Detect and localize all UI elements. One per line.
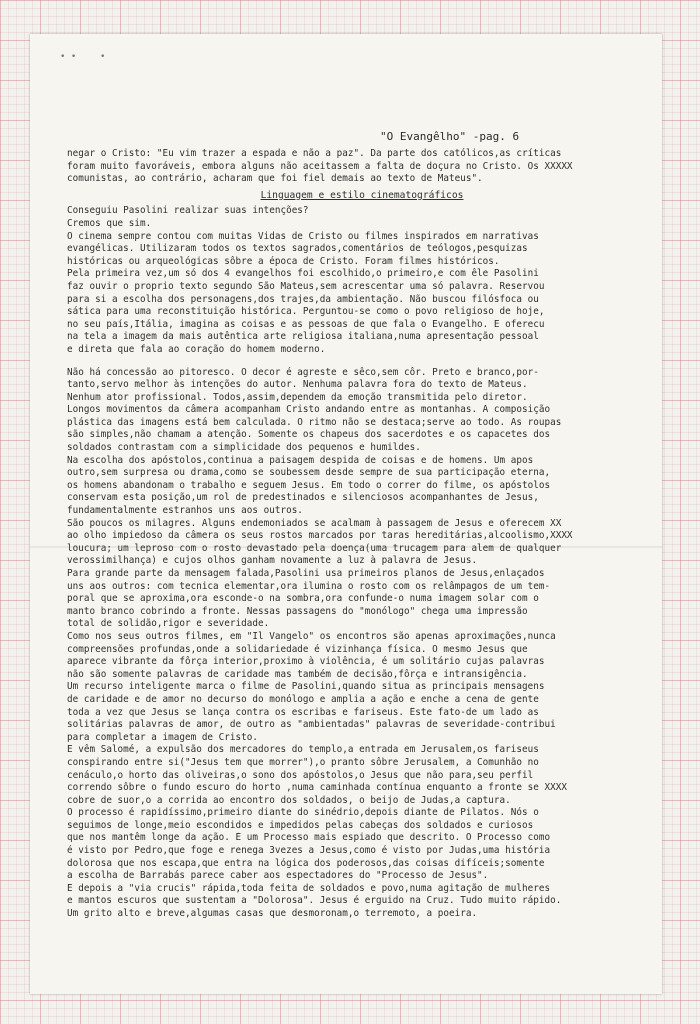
text-line: uns aos outros: com tecnica elementar,ora ilumina o rosto com os relâmpagos de um tem- <box>67 580 551 592</box>
text-line: cobre de suor,o a corrida ao encontro dos soldados, o beijo de Judas,a captura. <box>67 794 511 806</box>
text-line: Cremos que sim. <box>67 217 152 229</box>
text-line: para si a escolha dos personagens,dos trajes,da ambientação. Não buscou filósfoca ou <box>67 293 539 305</box>
text-line: soldados contrastam com a simplicidade dos pequenos e humildes. <box>67 442 421 454</box>
typewritten-page <box>30 34 662 994</box>
text-line: históricas ou arqueológicas sôbre a época de Cristo. Foram filmes históricos. <box>67 255 500 267</box>
text-line: toda a vez que Jesus se lança contra os escribas e fariseus. Êste fato-de um lado as <box>67 706 539 718</box>
text-line: Para grande parte da mensagem falada,Pasolini usa primeiros planos de Jesus,enlaçados <box>67 568 545 579</box>
text-line: ao olho impiedoso da câmera os seus rostos marcados por taras hereditárias,alcoolismo,XXXX <box>67 530 573 542</box>
text-line: aparece vibrante da fôrça interior,proximo à violência, é um solitário cujas palavras <box>67 656 545 668</box>
text-line: negar o Cristo: "Eu vim trazer a espada e não a paz". Da parte dos católicos,as críticas <box>67 148 562 159</box>
text-line: São poucos os milagres. Alguns endemoniados se acalmam à passagem de Jesus e oferecem XX <box>67 517 562 529</box>
text-line: O processo é rapidíssimo,primeiro diante do sinédrio,depois diante de Pilatos. Nós o <box>67 807 539 819</box>
punch-mark-left: • • <box>60 52 77 62</box>
text-line: Não há concessão ao pitoresco. O decor é agreste e sêco,sem côr. Preto e branco,por- <box>67 366 539 378</box>
text-line: Nenhum ator profissional. Todos,assim,dependem da emoção transmitida pelo diretor. <box>67 391 528 403</box>
punch-mark-right: • <box>100 52 106 62</box>
text-line: não são somente palavras de caridade mas também de decisão,fôrça e intransigência. <box>67 668 528 680</box>
paragraph-block-mid <box>67 205 657 356</box>
text-line: correndo sôbre o fundo escuro do horto ,numa caminhada contínua enquanto a fronte se XXXX <box>67 782 567 794</box>
text-line: para completar a imagem de Cristo. <box>67 731 258 743</box>
text-line: e mantos escuros que sustentam a "Dolorosa". Jesus é erguido na Cruz. Tudo muito rápido. <box>67 895 562 907</box>
text-line: Um grito alto e breve,algumas casas que desmoronam,o terremoto, a poeira. <box>67 908 478 920</box>
text-line: e direta que fala ao coração do homem moderno. <box>67 343 326 355</box>
text-line: compreensões profundas,onde a solidariedade é vizinhança física. O mesmo Jesus que <box>67 643 528 655</box>
text-line: comunistas, ao contrário, acharam que foi fiel demais ao texto de Mateus". <box>67 173 483 185</box>
text-line: tanto,servo melhor às intenções do autor. Nenhuma palavra fora do texto de Mateus. <box>67 379 528 391</box>
text-line: é visto por Pedro,que foge e renega 3vezes a Jesus,como é visto por Judas,uma história <box>67 845 551 857</box>
text-line: cenáculo,o horto das oliveiras,o sono dos apóstolos,o Jesus que não para,seu perfil <box>67 769 534 781</box>
text-line: Na escolha dos apóstolos,continua a paisagem despida de coisas e de homens. Um apos <box>67 454 534 466</box>
text-line: manto branco cobrindo a fronte. Nessas passagens do "monólogo" chega uma impressão <box>67 605 528 617</box>
text-line: Conseguiu Pasolini realizar suas intenções? <box>67 205 309 217</box>
paragraph-gap <box>67 357 657 367</box>
text-line: plástica das imagens está bem calculada. O ritmo não se destaca;serve ao todo. As roupas <box>67 416 562 428</box>
text-line: dolorosa que nos escapa,que entra na lógica dos poderosos,das coisas difíceis;somente <box>67 857 545 869</box>
text-line: Como nos seus outros filmes, em "Il Vangelo" os encontros são apenas aproximações,nunca <box>67 630 556 642</box>
text-line: Pela primeira vez,um só dos 4 evangelhos foi escolhido,o primeiro,e com êle Pasolini <box>67 268 539 280</box>
paragraph-block-top <box>67 148 657 186</box>
text-line: outro,sem surpresa ou drama,como se soubessem desde sempre de sua participação eterna, <box>67 467 551 479</box>
text-line: no seu país,Itália, imagina as coisas e as pessoas de que fala o Evangelho. E oferecu <box>67 318 545 330</box>
text-line: O cinema sempre contou com muitas Vidas de Cristo ou filmes inspirados em narrativas <box>67 230 539 242</box>
text-line: conservam esta posição,um rol de predestinados e silenciosos acompanhantes de Jesus, <box>67 492 539 504</box>
text-line: conspirando entre si("Jesus tem que morrer"),o pranto sôbre Jerusalem, a Comunhão no <box>67 756 539 768</box>
text-line: sática para uma reconstituição histórica. Perguntou-se como o povo religioso de hoje, <box>67 306 545 318</box>
text-line: verossimilhança) e cujos olhos ganham novamente a luz à palavra de Jesus. <box>67 555 478 567</box>
section-heading: Linguagem e estilo cinematográficos <box>260 189 464 201</box>
text-line: loucura; um leproso com o rosto devastado pela doença(uma trucagem para alem de qualquer <box>67 542 562 554</box>
text-line: na tela a imagem da mais autêntica arte religiosa italiana,numa apresentação pessoal <box>67 331 539 343</box>
text-line: de caridade e de amor no decurso do monólogo e amplia a ação e enche a cena de gente <box>67 693 539 705</box>
text-line: a escolha de Barrabás parece caber aos espectadores do "Processo de Jesus". <box>67 870 489 882</box>
text-line: faz ouvir o proprio texto segundo São Mateus,sem acrescentar uma só palavra. Reservou <box>67 280 545 292</box>
text-line: os homens abandonam o trabalho e seguem Jesus. Em todo o correr do filme, os apóstolos <box>67 479 551 491</box>
text-line: foram muito favoráveis, embora alguns não aceitassem a falta de doçura no Cristo. Os XXXXX <box>67 160 573 172</box>
text-line: são simples,não chamam a atenção. Somente os chapeus dos sacerdotes e os capacetes dos <box>67 429 551 441</box>
text-line: E depois a "via crucis" rápida,toda feita de soldados e povo,numa agitação de mulheres <box>67 882 551 894</box>
text-line: evangélicas. Utilizaram todos os textos sagrados,comentários de teólogos,pesquizas <box>67 243 528 255</box>
paragraph-block-bottom <box>67 367 657 921</box>
text-line: que nos mantêm longe da ação. É um Processo mais espiado que descrito. O Processo como <box>67 832 551 844</box>
body-text <box>67 148 657 921</box>
text-line: Um recurso inteligente marca o filme de Pasolini,quando situa as principais mensagens <box>67 681 545 693</box>
text-line: fundamentalmente estranhos uns aos outros. <box>67 505 303 517</box>
text-line: seguimos de longe,meio escondidos e impedidos pelas cabeças dos soldados e curiosos <box>67 819 534 831</box>
page-header: "O Evangêlho" -pag. 6 <box>380 130 520 143</box>
text-line: Longos movimentos da câmera acompanham Cristo andando entre as montanhas. A composição <box>67 404 551 416</box>
text-line: poral que se aproxima,ora esconde-o na sombra,ora confunde-o numa imagem solar com o <box>67 593 539 605</box>
text-line: E vêm Salomé, a expulsão dos mercadores do templo,a entrada em Jerusalem,os fariseus <box>67 744 539 756</box>
text-line: total de solidão,rigor e severidade. <box>67 618 270 630</box>
text-line: solitárias palavras de amor, de outro as "ambientadas" palavras de severidade-contribui <box>67 719 556 731</box>
